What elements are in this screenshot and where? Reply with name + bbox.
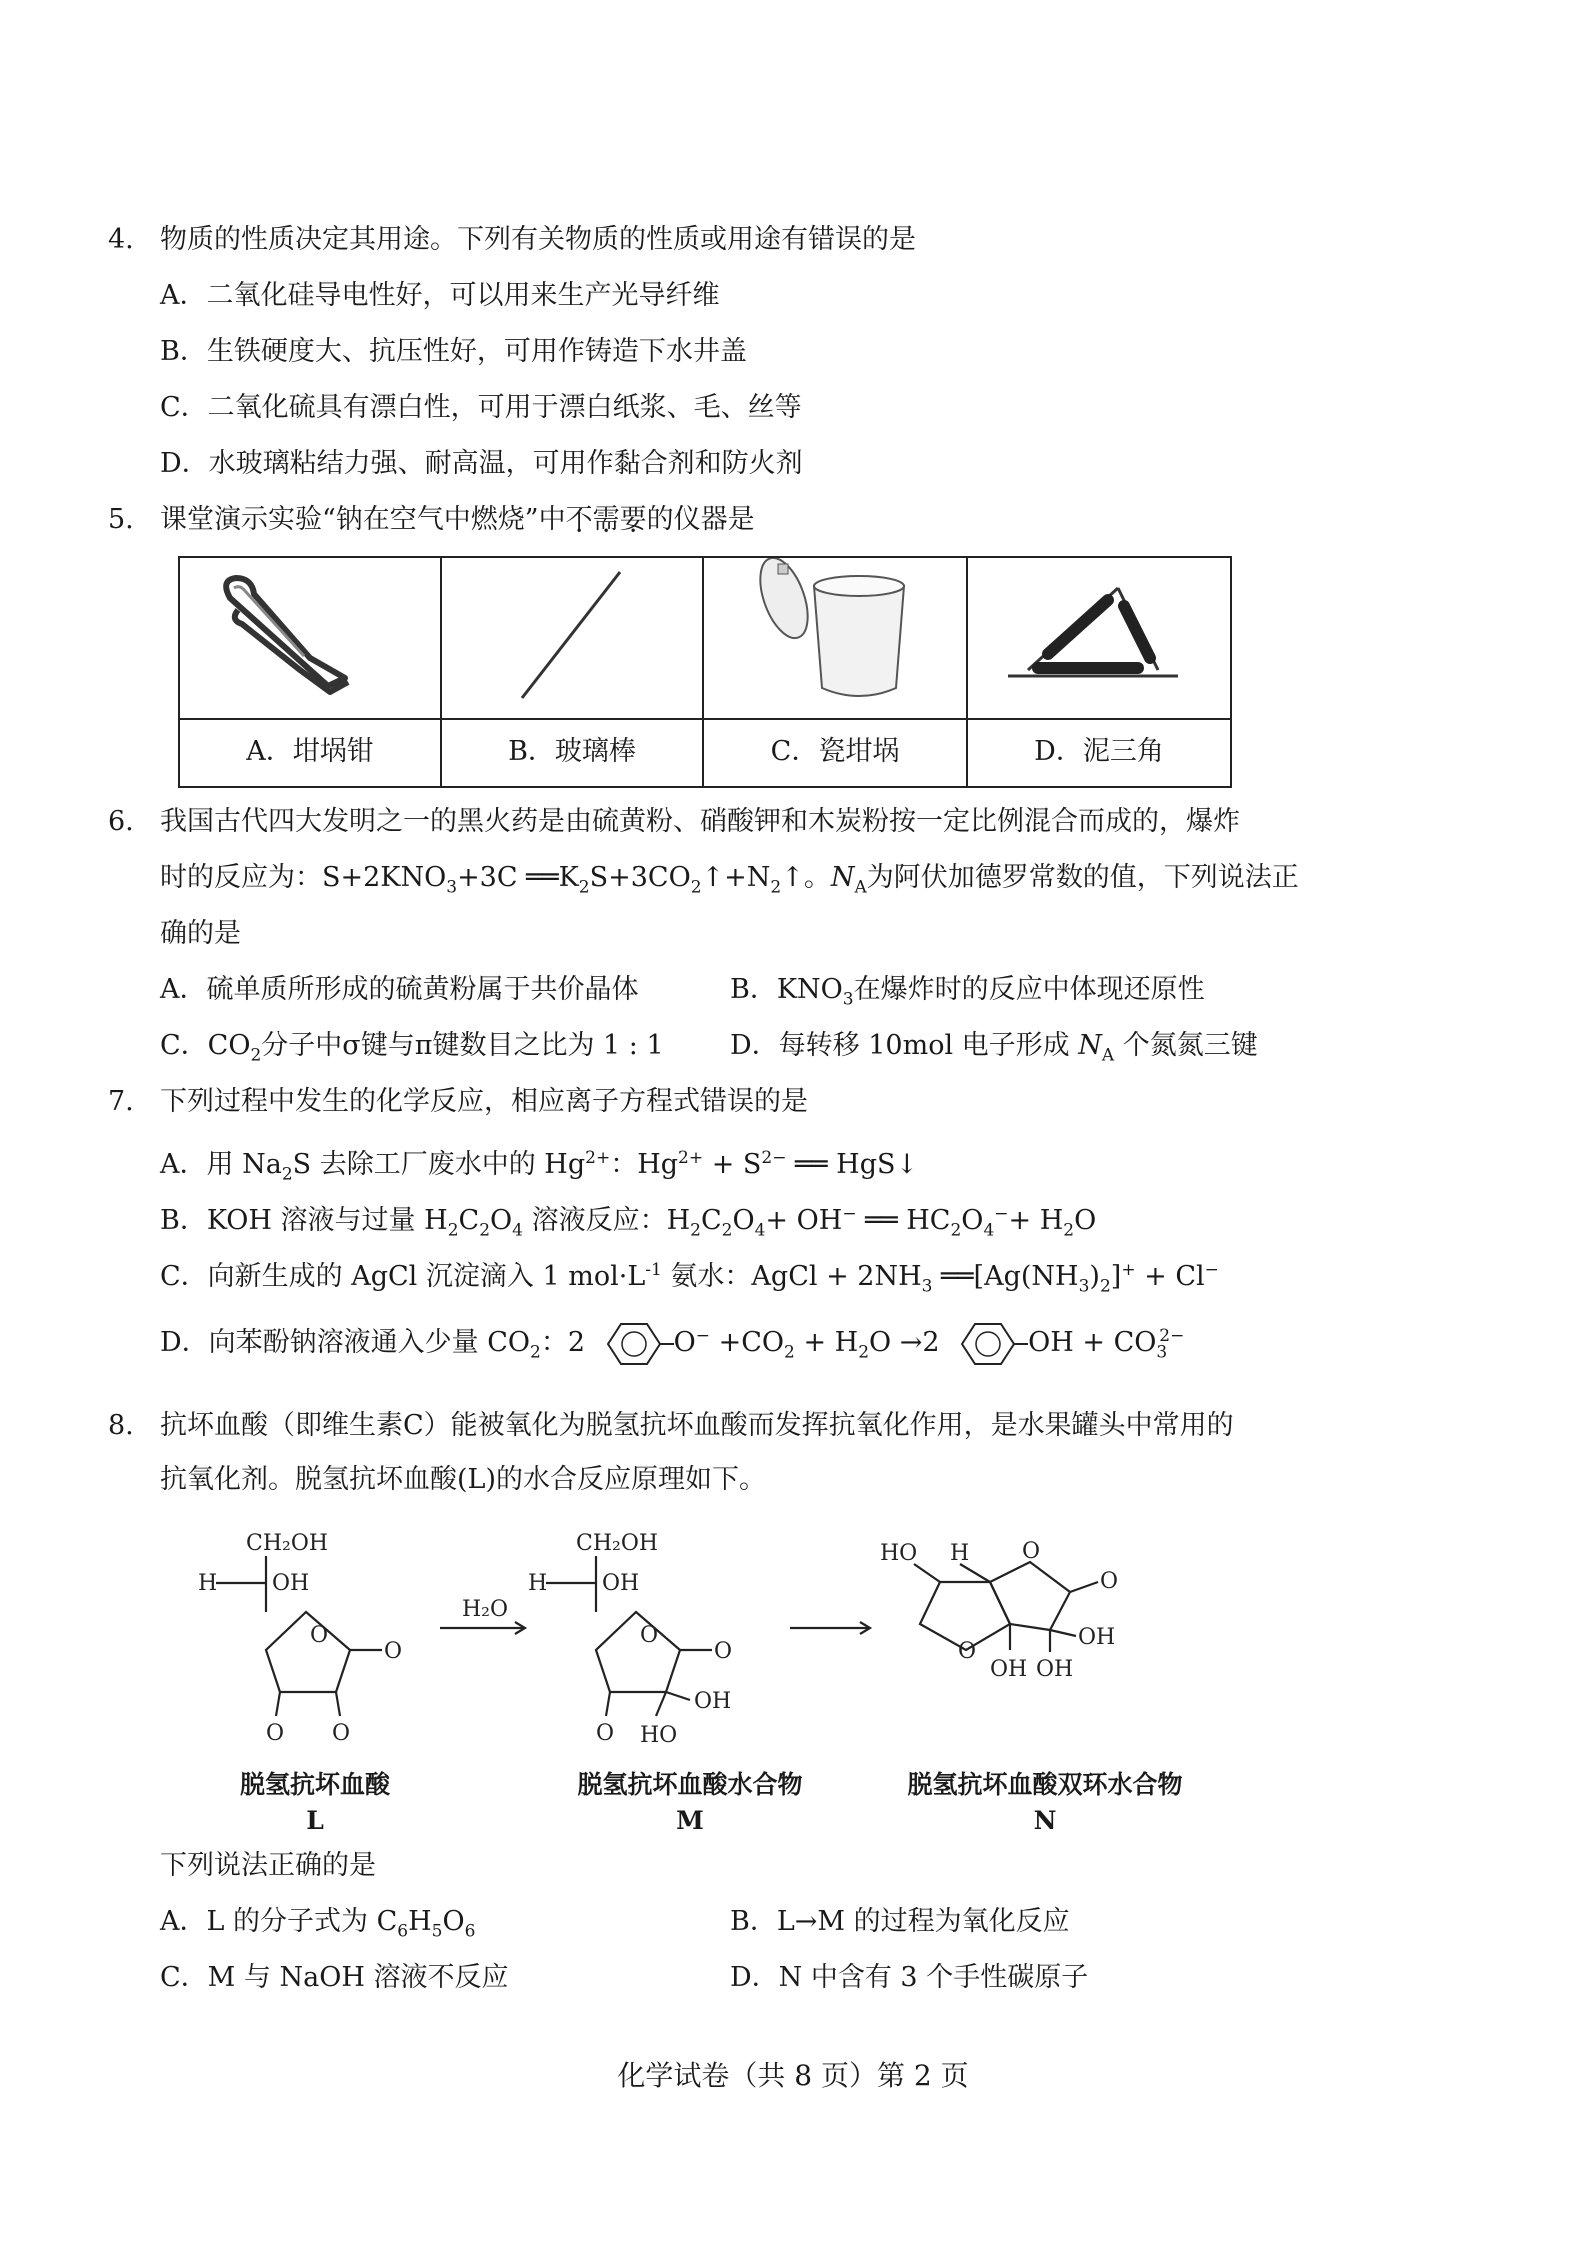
q8-option-c: C．M 与 NaOH 溶液不反应	[160, 1962, 509, 1993]
q6-line-2: 时的反应为：$S+2KNO_3+3C$ $══K_2S+3CO_2↑+N_2↑$。$N_A$为阿伏加德罗常数的值，下列说法正	[160, 862, 1299, 898]
molecule-l-structure	[198, 1531, 402, 1746]
molecule-n-letter: N	[1033, 1806, 1057, 1835]
q6-line-1: 我国古代四大发明之一的黑火药是由硫黄粉、硝酸钾和木炭粉按一定比例混合而成的，爆炸	[160, 806, 1240, 837]
apparatus-label-a: A．坩埚钳	[246, 736, 374, 767]
q5-emphasis-char: 需	[592, 504, 620, 535]
apparatus-label-d: D．泥三角	[1034, 736, 1164, 767]
svg-text:CH₂OH: CH₂OH	[576, 1531, 659, 1556]
svg-text:H: H	[528, 1571, 548, 1596]
reaction-scheme	[180, 1520, 1240, 1760]
apparatus-cell-c	[704, 558, 968, 786]
svg-text:H: H	[950, 1541, 970, 1566]
svg-text:O: O	[958, 1639, 977, 1664]
apparatus-label-b: B．玻璃棒	[508, 736, 636, 767]
q5-stem-post: 的仪器是	[646, 504, 755, 535]
q7-option-c: C．向新生成的 AgCl 沉淀滴入 1 $mol\cdot L^{-1}$ 氨水：AgCl + $2NH_3$ $══[Ag(NH_3)_2]^+ + Cl^-$	[160, 1260, 1219, 1297]
q8-option-b: B．L→M 的过程为氧化反应	[730, 1906, 1070, 1937]
apparatus-label-c: C．瓷坩埚	[770, 736, 900, 767]
svg-text:O: O	[1022, 1539, 1041, 1564]
svg-text:O: O	[714, 1639, 733, 1664]
q6-number: 6.	[108, 806, 134, 837]
svg-text:OH: OH	[990, 1657, 1028, 1682]
q8-ask: 下列说法正确的是	[160, 1850, 376, 1881]
q5-stem	[160, 502, 755, 538]
svg-text:O: O	[1100, 1569, 1119, 1594]
q6-option-c: C．$CO_2$分子中σ键与π键数目之比为 1 : 1	[160, 1030, 664, 1066]
svg-text:O: O	[310, 1623, 329, 1648]
apparatus-cell-a	[180, 558, 442, 786]
q4-option-c: C．二氧化硫具有漂白性，可用于漂白纸浆、毛、丝等	[160, 392, 802, 423]
benzene-ring-icon	[948, 1320, 1028, 1368]
glass-rod-icon	[442, 558, 702, 720]
q8-line-1: 抗坏血酸（即维生素C）能被氧化为脱氢抗坏血酸而发挥抗氧化作用，是水果罐头中常用的	[160, 1410, 1234, 1441]
q7-option-d: D．向苯酚钠溶液通入少量 $CO_2$：2 $O^- +CO_2 + H_2O \to 2$ OH + $CO_3^{2-}$	[160, 1318, 1184, 1368]
molecule-l-letter: L	[306, 1806, 324, 1835]
q8-option-d: D．N 中含有 3 个手性碳原子	[730, 1962, 1089, 1993]
q6-option-d: D．每转移 10mol 电子形成 $N_A$ 个氮氮三键	[730, 1030, 1258, 1066]
svg-text:OH: OH	[1078, 1625, 1116, 1650]
apparatus-cell-d	[968, 558, 1230, 786]
q7-number: 7.	[108, 1086, 134, 1117]
svg-text:OH: OH	[694, 1689, 732, 1714]
svg-text:HO: HO	[880, 1541, 918, 1566]
q5-stem-pre: 课堂演示实验“钠在空气中燃烧”中	[160, 504, 566, 535]
q7-option-a: A．用 $Na_2S$ 去除工厂废水中的 $Hg^{2+}$：$Hg^{2+} + S^{2-}$ ══ HgS↓	[160, 1148, 919, 1185]
crucible-tongs-icon	[180, 558, 440, 720]
apparatus-cell-b	[442, 558, 704, 786]
svg-text:O: O	[596, 1721, 615, 1746]
svg-text:OH: OH	[602, 1571, 640, 1596]
porcelain-crucible-icon	[704, 558, 966, 720]
q5-number: 5.	[108, 504, 134, 535]
svg-text:O: O	[266, 1721, 285, 1746]
molecule-m-name: 脱氢抗坏血酸水合物	[577, 1770, 803, 1799]
svg-text:O: O	[640, 1623, 659, 1648]
svg-text:OH: OH	[272, 1571, 310, 1596]
q4-option-a: A．二氧化硅导电性好，可以用来生产光导纤维	[160, 280, 720, 311]
q5-emphasis-char: 要	[619, 504, 647, 535]
svg-text:O: O	[332, 1721, 351, 1746]
svg-text:OH: OH	[1036, 1657, 1074, 1682]
molecule-m-letter: M	[676, 1806, 704, 1835]
svg-text:O: O	[384, 1639, 403, 1664]
q7-stem: 下列过程中发生的化学反应，相应离子方程式错误的是	[160, 1086, 808, 1117]
molecule-n-structure	[880, 1539, 1118, 1682]
q6-line-3: 确的是	[160, 918, 241, 949]
q6-option-a: A．硫单质所形成的硫黄粉属于共价晶体	[160, 974, 639, 1005]
svg-text:H₂O: H₂O	[462, 1597, 509, 1622]
q7-option-b: B．KOH 溶液与过量 $H_2C_2O_4$ 溶液反应：$H_2C_2O_4+ OH^-$ ══ $HC_2O_4^-+ H_2O$	[160, 1204, 1097, 1241]
q8-number: 8.	[108, 1410, 134, 1441]
q6-option-b: B．$KNO_3$在爆炸时的反应中体现还原性	[730, 974, 1205, 1010]
clay-triangle-icon	[968, 558, 1230, 720]
svg-text:H: H	[198, 1571, 218, 1596]
molecule-l-name: 脱氢抗坏血酸	[239, 1770, 390, 1799]
page-footer: 化学试卷（共 8 页）第 2 页	[617, 2059, 969, 2092]
q4-option-d: D．水玻璃粘结力强、耐高温，可用作黏合剂和防火剂	[160, 448, 803, 479]
q5-emphasis-char: 不	[565, 504, 593, 535]
svg-text:CH₂OH: CH₂OH	[246, 1531, 329, 1556]
apparatus-table	[178, 556, 1232, 788]
benzene-ring-icon	[594, 1320, 674, 1368]
q8-line-2: 抗氧化剂。脱氢抗坏血酸(L)的水合反应原理如下。	[160, 1464, 766, 1495]
molecule-n-name: 脱氢抗坏血酸双环水合物	[907, 1770, 1183, 1799]
q4-stem: 物质的性质决定其用途。下列有关物质的性质或用途有错误的是	[160, 224, 916, 255]
q4-number: 4.	[108, 224, 134, 255]
svg-text:HO: HO	[640, 1723, 678, 1748]
molecule-m-structure	[528, 1531, 732, 1748]
q4-option-b: B．生铁硬度大、抗压性好，可用作铸造下水井盖	[160, 336, 747, 367]
q8-option-a: A．L 的分子式为 $C_6H_5O_6$	[160, 1906, 476, 1942]
